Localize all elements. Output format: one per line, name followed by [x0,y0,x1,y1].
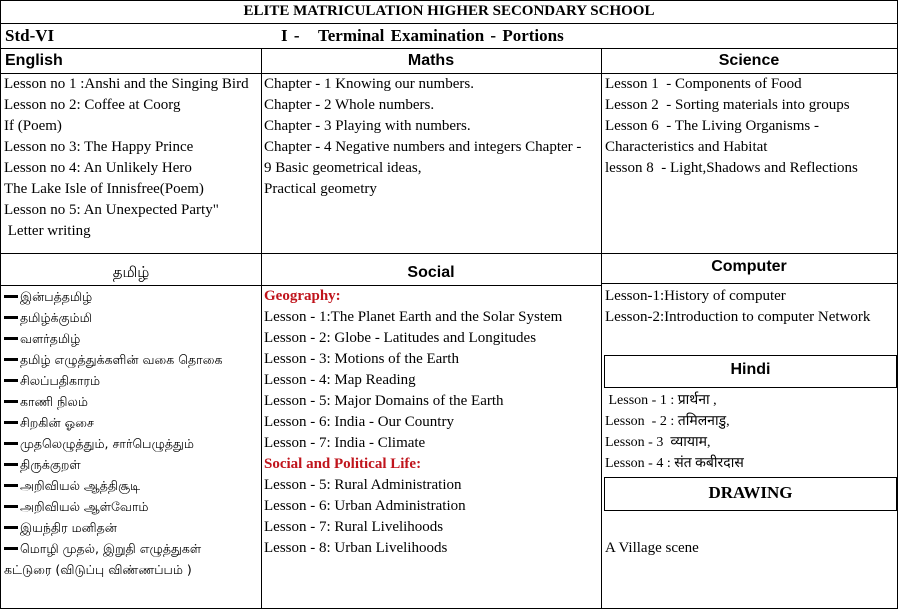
tamil-item: இயந்திர மனிதன் [4,517,117,538]
social-item: Lesson - 6: India - Our Country [264,414,454,430]
standard-label: Std-VI [5,26,55,45]
social-item: Lesson - 5: Major Domains of the Earth [264,393,504,409]
arrow-icon [4,505,18,508]
arrow-icon [4,337,18,340]
arrow-icon [4,358,18,361]
science-item: Lesson 1 - Components of Food [605,76,802,92]
computer-item: Lesson-2:Introduction to computer Network [605,309,871,325]
arrow-icon [4,316,18,319]
hindi-item: Lesson - 2 : तमिलनाडु, [605,414,730,429]
tamil-item: இன்பத்தமிழ் [4,286,92,307]
arrow-icon [4,295,18,298]
social-item: Lesson - 6: Urban Administration [264,498,466,514]
science-item: Lesson 6 - The Living Organisms - [605,118,820,134]
tamil-header: தமிழ் [112,263,150,281]
tamil-item: மொழி முதல், இறுதி எழுத்துகள் [4,538,201,559]
maths-item: Practical geometry [264,181,377,197]
maths-item: Chapter - 4 Negative numbers and integers Chapter - [264,139,582,155]
tamil-item: சிறகின் ஓசை [4,412,94,433]
science-item: Lesson 2 - Sorting materials into groups [605,97,850,113]
computer-header: Computer [711,258,787,275]
computer-item: Lesson-1:History of computer [605,288,786,304]
science-header: Science [718,52,780,69]
arrow-icon [4,484,18,487]
science-item: lesson 8 - Light,Shadows and Reflections [605,160,858,176]
divider [601,48,602,608]
english-item: Letter writing [4,223,91,239]
tamil-item: அறிவியல் ஆள்வோம் [4,496,148,517]
english-header: English [5,52,63,69]
tamil-item: தமிழ்க்கும்மி [4,307,92,328]
tamil-item: அறிவியல் ஆத்திசூடி [4,475,140,496]
arrow-icon [4,379,18,382]
social-item: Lesson - 3: Motions of the Earth [264,351,459,367]
tamil-item: தமிழ் எழுத்துக்களின் வகை தொகை [4,349,222,370]
hindi-item: Lesson - 4 : संत कबीरदास [605,456,744,471]
english-item: If (Poem) [4,118,62,134]
science-item: Characteristics and Habitat [605,139,768,155]
drawing-item: A Village scene [605,540,699,556]
exam-title: I - Terminal Examination - Portions [281,26,564,45]
maths-header: Maths [407,52,455,69]
tamil-item: திருக்குறள் [4,454,81,475]
tamil-item: காணி நிலம் [4,391,88,412]
drawing-header: DRAWING [708,483,793,502]
english-item: Lesson no 1 :Anshi and the Singing Bird [4,76,249,92]
social-item: Lesson - 7: Rural Livelihoods [264,519,444,535]
hindi-header: Hindi [730,361,771,378]
arrow-icon [4,547,18,550]
divider [601,283,897,284]
tamil-item: கட்டுரை (விடுப்பு விண்ணப்பம் ) [4,562,192,577]
arrow-icon [4,526,18,529]
divider [1,23,897,24]
english-item: Lesson no 4: An Unlikely Hero [4,160,192,176]
tamil-item: முதலெழுத்தும், சார்பெழுத்தும் [4,433,194,454]
arrow-icon [4,421,18,424]
social-item: Lesson - 8: Urban Livelihoods [264,540,448,556]
arrow-icon [4,463,18,466]
maths-item: Chapter - 1 Knowing our numbers. [264,76,474,92]
hindi-item: Lesson - 1 : प्रार्थना , [605,393,717,408]
maths-item: Chapter - 2 Whole numbers. [264,97,435,113]
political-heading: Social and Political Life: [264,456,422,472]
divider [1,253,897,254]
social-item: Lesson - 5: Rural Administration [264,477,462,493]
divider [261,48,262,608]
maths-item: 9 Basic geometrical ideas, [264,160,422,176]
english-item: Lesson no 3: The Happy Prince [4,139,194,155]
arrow-icon [4,442,18,445]
english-item: Lesson no 2: Coffee at Coorg [4,97,181,113]
social-item: Lesson - 2: Globe - Latitudes and Longitudes [264,330,537,346]
social-item: Lesson - 1:The Planet Earth and the Solar System [264,309,563,325]
english-item: Lesson no 5: An Unexpected Party" [4,202,219,218]
english-item: The Lake Isle of Innisfree(Poem) [4,181,204,197]
school-name: ELITE MATRICULATION HIGHER SECONDARY SCHOOL [243,3,655,19]
arrow-icon [4,400,18,403]
tamil-item: வளர்தமிழ் [4,328,80,349]
social-item: Lesson - 7: India - Climate [264,435,426,451]
hindi-item: Lesson - 3 व्यायाम, [605,435,711,450]
social-item: Lesson - 4: Map Reading [264,372,416,388]
geography-heading: Geography: [264,288,341,304]
maths-item: Chapter - 3 Playing with numbers. [264,118,471,134]
divider [1,48,897,49]
social-header: Social [407,264,455,281]
tamil-item: சிலப்பதிகாரம் [4,370,100,391]
